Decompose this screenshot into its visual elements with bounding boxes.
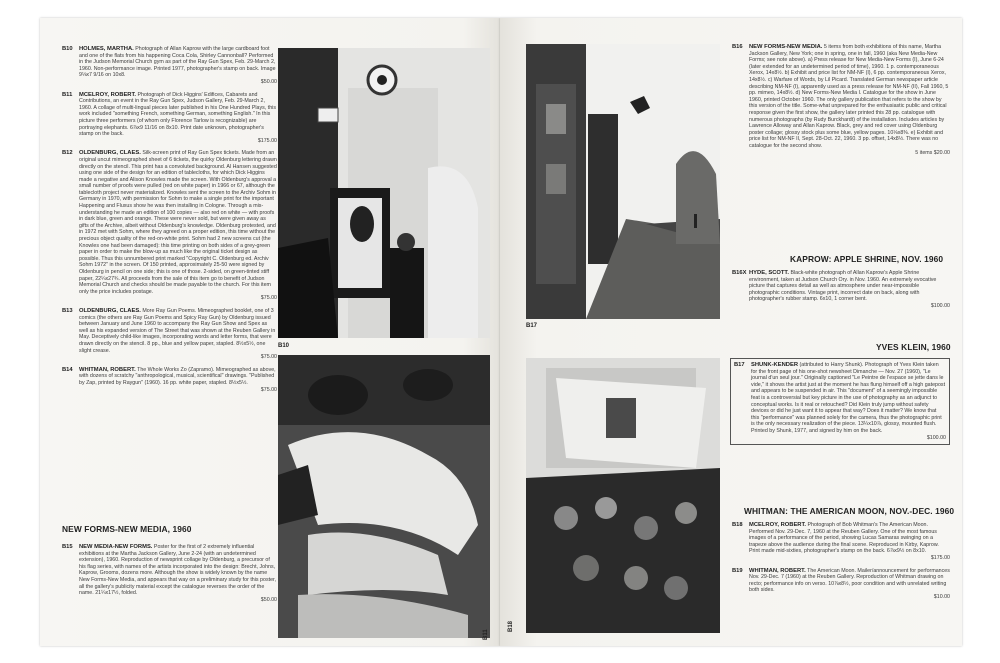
entry-b14 bbox=[62, 367, 277, 393]
entry-b18 bbox=[732, 522, 950, 562]
photo-b11 bbox=[278, 355, 490, 638]
caption-b10: B10 bbox=[278, 343, 290, 349]
entry-heading: OLDENBURG, CLAES. bbox=[79, 307, 141, 314]
entry-number: B16 bbox=[732, 44, 743, 50]
entry-heading: MCELROY, ROBERT. bbox=[749, 522, 807, 528]
entry-price: $100.00 bbox=[926, 434, 946, 441]
right-text-column-kaprow bbox=[732, 270, 950, 316]
entry-b19 bbox=[732, 568, 950, 601]
entry-b12 bbox=[62, 150, 277, 302]
section-heading-klein: YVES KLEIN, 1960 bbox=[876, 342, 951, 352]
entry-price: $10.00 bbox=[933, 593, 950, 600]
caption-b11: B11 bbox=[483, 629, 489, 640]
entry-price: $75.00 bbox=[260, 354, 277, 361]
photo-b18 bbox=[526, 358, 720, 633]
entry-heading: MCELROY, ROBERT. bbox=[79, 91, 137, 98]
entry-price: $75.00 bbox=[260, 386, 277, 393]
entry-price: $50.00 bbox=[260, 596, 277, 603]
right-text-column-top bbox=[732, 44, 950, 162]
left-page bbox=[40, 18, 500, 646]
left-text-column-bottom bbox=[62, 544, 277, 609]
entry-heading: WHITMAN, ROBERT. bbox=[749, 567, 806, 574]
entry-text: (attributed to Harry Shunk). Photograph of Yves Klein taken for the front page of his one-shot newsheet Dimanche — Nov. 27 (1960), "Le journal d'un seul jour." Originally captioned "Le Peintre de l'espace se jette dans le vide," it shows the artist just at the moment he has flung himself off a high gatepost and appears to be suspended in air. This "document" of a seemingly impossible feat is a controversial but key picture in the use of photography as an adjunct to conceptual works. Is it real or retouched? Did Klein truly jump without safety devices or did he just want it to appear that way? Does it matter? We know that this "performance" was planned solely for the camera, thus the photographic print is the only necessary realization of the piece. 13¼x10⅞, glossy, mounted flush. Printed by Shunk, 1977, and signed by him on the back. bbox=[751, 362, 946, 434]
entry-number: B12 bbox=[62, 150, 73, 157]
entry-text: Photograph of Allan Kaprow with the large cardboard foot and one of the flats from his happening Coca Cola, Shirley Cannonball? Performed in the Judson Memorial Church gym as part of the Ray Gun Spex, Feb. 29-March 2, 1960. Non-performance image. Printed 1977, photographer's stamp on back. Image 9⅛x7 9/16 on 10x8. bbox=[79, 46, 276, 79]
entry-text: Photograph of Dick Higgins' Edifices, Cabarets and Contributions, an event in the Ray Gun Spex, Judson Gallery, Feb. 29-March 2, 1960. A collage of multi-lingual pieces later published in his One Hundred Plays, this work included "something French, something German, something English." In this picture three performers (of whom only Florence Tarlow is recognizable) are portraying elephants. 6⅞x9 11/16 on 8x10. Print date unknown, photographer's stamp on the back. bbox=[79, 91, 276, 138]
entry-heading: HOLMES, MARTHA. bbox=[79, 46, 134, 52]
entry-price: $50.00 bbox=[260, 78, 277, 85]
entry-text: Silk-screen print of Ray Gun Spex tickets. Made from an original uncut mimeographed sheet of 6 tickets, the quirky Oldenburg lettering drawn directly on the stencil. This print has a convoluted background. Al Hansen suggested using one side of the design for an edition of tablecloths, for which Dick Higgins made a negative and Alison Knowles made the screen. With Oldenburg's approval a small number of proofs were pulled (red on white paper) in 1966 or 67, although the tablecloth project never materialized. Knowles sent the screen to the Archiv Sohm in Germany in 1970, with permission for Sohm to make a single print for the important Happening and Fluxus show he was then installing in Cologne. Through a mis-understanding he made an edition of 100 copies — also red on white — with proofs in dark blue, green and orange. These were never sold, but were given away as gifts of the Archive, albeit without Oldenburg's knowledge. Oldenburg protested, and in 1972 met with Sohm, where they agreed on a proper edition, this time without the precious object quality of the red-on-white print. Sohm had 2 new screens cut (the Knowles one had been damaged): this time printing on both sides of a grey-green paper in order to make the blow-up as much like the original ticket design as possible. Thus this unnumbered print marked "Copyright C. Oldenburg ed. Archiv Sohm 1972" in the screen. Of 150 printed, approximately 25-50 were signed by Oldenburg in pencil on one side; this is one of those. 2-sided, on green-tinted stiff paper, 22¼x27¾. All proceeds from the sale of this item go to benefit of Judson Memorial Church and checks should be made payable to the church. For this item only the price includes postage. bbox=[79, 150, 277, 295]
caption-b17: B17 bbox=[526, 323, 538, 329]
entry-heading: WHITMAN, ROBERT. bbox=[79, 366, 136, 373]
entry-number: B16X bbox=[732, 270, 747, 276]
entry-heading: NEW MEDIA-NEW FORMS. bbox=[79, 544, 153, 550]
entry-text: The Whole Works Zo (Zapramo). Mimeographed as above, with dozens of scratchy "anthropological, musical, scientifical" drawings. "Published by Zap, printed by Raygun" (1960). 16 pp. white paper, stapled. 8½x5½. bbox=[79, 366, 276, 386]
entry-text: Black-white photograph of Allan Kaprow's Apple Shrine environment, taken at Judson Church Ory. in Nov. 1960. An extremely evocative picture that captures detail as well as atmosphere under near-impossible photographic conditions. Vintage print, incorrect date on back, along with photographer's rubber stamp. 6x10, 1 corner bent. bbox=[749, 270, 937, 303]
entry-text: 5 items from both exhibitions of this name, Martha Jackson Gallery, New York; one in spring, one in fall, 1960 (aka New Media-New Forms; see note above). a) Press release for New Media-New Forms (I), June 6-24 (later extended for an undetermined period of time), 1960. 1 p. contemporaneous Xerox, 14x8½. b) Exhibit and price list for NM-NF (I), 6 pp. contemporaneous Xerox, 14x8½. c) Warfare of Words, by Lil Picard. Translated German newspaper article describing NM-NF (I), apparently used as a press release for NM-NF (II), Fall 1960, 5 pp. mimeo, 14x8½. d) New Forms-New Media I. Catalogue for the show in June 1960, printed October 1960. The only gallery publication that refers to the show by this version of the title. Some-what unprepared for the enthusiastic public and critical response given the first show, the gallery later printed this 28 pp. catalogue with numerous photographs (by Rudy Burckhardt) of the installation. Includes articles by Lawrence Alloway and Allan Kaprow. Black, grey and red cover using Oldenburg poster collage; glossy stock plus some blue, yellow pages. 10⅛x8⅜. e) Exhibit and price list for NM-NF II, Sept. 28-Oct. 22, 1960. 3 pp. offset, 14x8½. There was no catalogue for the second show. bbox=[749, 44, 949, 149]
left-text-column bbox=[62, 46, 277, 399]
entry-text: Photograph of Bob Whitman's The American Moon. Performed Nov. 29-Dec. 7, 1960 at the Reuben Gallery. One of the most famous images of a performance of the period, showing Lucas Samaras swinging on a trapeze above the audience during the final scene. Reproduced in Kirby, Kaprow. Print made mid-sixties, photographer's stamp on the back. 6⅞x9½ on 8x10. bbox=[749, 522, 939, 555]
entry-text: More Ray Gun Poems. Mimeographed booklet, one of 3 comics (the others are Ray Gun Poems and Spicy Ray Gun) by Oldenburg issued between January and June 1960 to accompany the Ray Gun Show and Spex as well as his expanded version of The Street that was shown at the Reuben Gallery in May. Deceptively child-like images, incorporating words and letter forms, that were drawn directly on the stencil. 8 pp., blue and yellow paper, stapled. 8½x5½, one slight crease. bbox=[79, 307, 276, 354]
entry-heading: HYDE, SCOTT. bbox=[749, 270, 789, 276]
entry-number: B14 bbox=[62, 366, 73, 373]
entry-b10 bbox=[62, 46, 277, 86]
entry-price: $175.00 bbox=[257, 137, 277, 144]
entry-number: B15 bbox=[62, 544, 73, 550]
entry-b16 bbox=[732, 44, 950, 156]
photo-b10 bbox=[278, 48, 490, 338]
entry-price: $75.00 bbox=[260, 295, 277, 302]
entry-heading: OLDENBURG, CLAES. bbox=[79, 150, 141, 157]
right-text-column-klein bbox=[730, 358, 950, 451]
section-heading-kaprow: KAPROW: APPLE SHRINE, NOV. 1960 bbox=[790, 254, 944, 264]
section-heading-new-forms: NEW FORMS-NEW MEDIA, 1960 bbox=[62, 524, 192, 534]
entry-number: B17 bbox=[734, 362, 745, 368]
entry-number: B13 bbox=[62, 307, 73, 314]
entry-heading: SHUNK-KENDER bbox=[751, 362, 799, 368]
entry-text: The American Moon. Mailer/announcement for performances Nov. 29-Dec. 7 (1960) at the Reuben Gallery. Reproduction of Whitman drawing on recto; performance info on verso. 10⅞x8½, poor condition and with unrelated writing both sides. bbox=[749, 567, 950, 594]
right-text-column-whitman bbox=[732, 522, 950, 607]
entry-b15 bbox=[62, 544, 277, 603]
entry-price: 5 items $20.00 bbox=[915, 149, 950, 156]
entry-b13 bbox=[62, 308, 277, 361]
entry-heading: NEW FORMS-NEW MEDIA. bbox=[749, 44, 823, 50]
photo-b17 bbox=[526, 44, 720, 319]
entry-number: B19 bbox=[732, 567, 743, 574]
caption-b18: B18 bbox=[508, 620, 514, 632]
entry-text: Poster for the first of 2 extremely influential exhibitions at the Martha Jackson Gallery, June 2-24 (with an undetermined extension), 1960. Reproduction of newsprint collage by Oldenburg, a precursor of his flag series, with names of the artists incorporated into the design: Brecht, Johns, Kaprow, Grooms, dozens more. Although the show is widely known by the name New Forms-New Media, and appears that way on a preliminary study for this poster, all the gallery's publicity material except the catalogue reverses the order of the name. 21¼x17½, folded. bbox=[79, 544, 276, 597]
entry-number: B10 bbox=[62, 46, 73, 52]
entry-b17 bbox=[730, 358, 950, 445]
entry-price: $100.00 bbox=[930, 302, 950, 309]
entry-b16x bbox=[732, 270, 950, 310]
right-page bbox=[500, 18, 962, 646]
entry-number: B18 bbox=[732, 522, 743, 528]
entry-price: $175.00 bbox=[930, 554, 950, 561]
entry-b11 bbox=[62, 92, 277, 145]
entry-number: B11 bbox=[62, 91, 73, 98]
section-heading-whitman: WHITMAN: THE AMERICAN MOON, NOV.-DEC. 1960 bbox=[744, 506, 955, 516]
